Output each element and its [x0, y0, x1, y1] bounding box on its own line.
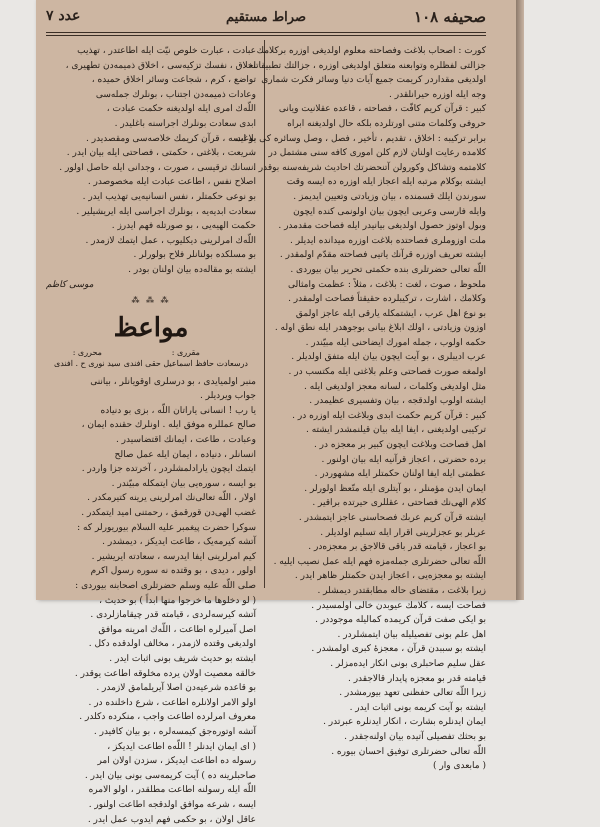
text-line: خالقه معصیت اولان یرده مخلوقه اطاعت یوقدر . — [46, 667, 256, 682]
text-line: بو بحثك تفصیلی آتیده بیان اولنه‌جقدر . — [272, 730, 486, 745]
text-line: بو نوعی حکمتلر ، نفس انسانیه‌یی تهذیب ایدر . — [46, 190, 256, 205]
text-line: ایشته بو مقاله‌ده بیان اولنان بودر . — [46, 263, 256, 278]
text-line: بو ایکی صفت قرآن کریمده کمالیله موجوددر . — [272, 613, 486, 628]
text-line: اولور ، دیدی ، بو وقتده نه سوره رسول اکرم — [46, 564, 256, 579]
text-line: بو مسلکده بولنانلر فلاح بولورلر . — [46, 248, 256, 263]
text-line: کبیر : قرآن کریم حکمت ابدی وبلاغت ایله اوزره در . — [272, 409, 486, 424]
text-line: وعادات ذمیمه‌دن اجتناب ، بونلرك جمله‌سی — [46, 88, 256, 103]
text-line: ایشته بو سببدن قرآن ، معجزۀ کبری اولمشدر . — [272, 642, 486, 657]
text-line: آتشه اوتوره‌جق کیمسه‌لره ، بو بیان کافیدر . — [46, 725, 256, 740]
header-rule-bottom — [46, 35, 486, 36]
text-line: کیم امرلرینی ایفا ایدرسه ، سعادته ایریشیر . — [46, 550, 256, 565]
text-line: انسانلر ، دنیاده ، ایمان ایله عمل صالح — [46, 448, 256, 463]
text-line: ایمان ایدنلره بشارت ، انکار ایدنلره عبرتدر . — [272, 715, 486, 730]
text-line: رسوله ده اطاعت ایدیکز ، سزدن اولان امر — [46, 754, 256, 769]
text-line: قیامته قدر بو معجزه پایدار قالاجقدر . — [272, 672, 486, 687]
text-line: ایتمك ایچون یارادلمشلردر ، آخرتده جزا واردر . — [46, 462, 256, 477]
text-line: آتشه کیرسه‌لردی ، قیامته قدر چیقامازلردی . — [46, 608, 256, 623]
text-line: تواضع ، کرم ، شجاعت وسائر اخلاق حمیده ، — [46, 73, 256, 88]
text-line: ایشته تعریف اوزره قرآنك یاتیی فصاحته مقدّم اولمقدر . — [272, 248, 486, 263]
page-edge — [516, 0, 524, 600]
text-line: ( ای ایمان ایدنلر ! اللّه‌ه اطاعت ایدیکز ، — [46, 740, 256, 755]
text-line: بو ایسه ، قرآن کریمك خلاصه‌سی ومقصدیدر . — [46, 132, 256, 147]
text-line: اولار ، اللّه تعالی‌نك امرلرینی یرینه کتیرمکدر . — [46, 491, 256, 506]
editor-label: محرری : — [54, 347, 121, 358]
text-line: بو قاعده شرعیه‌دن اصلا آیریلمامق لازمدر . — [46, 681, 256, 696]
text-line: وبول اوتوز حصول اولدیغی بیانیدر ایله فصاحت مقدمدر . — [272, 219, 486, 234]
text-line: ایشته بو معجزه‌یی ، اعجاز ایدن حکمتلر ظاهر ایدر . — [272, 569, 486, 584]
mawaiz-credits — [54, 347, 248, 369]
text-line: ( لو دخلوها ما خرجوا منها ابداً ) بو حدیث ، — [46, 594, 256, 609]
column-divider — [264, 40, 265, 588]
text-line: اوزون وزیادتی ، اولك ابلاغ بیانی بوجوهدر ایله نطق اوله . — [272, 321, 486, 336]
text-line: اهل فصاحت وبلاغت ایچون کبیر بر معجزه در . — [272, 438, 486, 453]
text-line: سورندن ایلك قسمنده ، بیان وزیادتی وتعیین ایدیمز . — [272, 190, 486, 205]
text-line: عقل سلیم صاحبلری بونی انکار ایده‌مزلر . — [272, 657, 486, 672]
journal-title: صراط مستقیم — [226, 10, 306, 25]
author-signature: موسی کاظم — [46, 278, 256, 293]
text-line: بو اعجاز ، قیامته قدر باقی قالاجق بر معجزه‌در . — [272, 540, 486, 555]
left-column-top-text — [46, 44, 256, 278]
text-line: غضب الهی‌دن قورقمق ، رحمتنی امید ایتمکدر . — [46, 506, 256, 521]
text-line: ملت اوزوملری فصاحتده بلاغت اوزره میدانده ایدیلر . — [272, 234, 486, 249]
text-line: ایسه ، شرعه موافق اولدقجه اطاعت اولنور . — [46, 798, 256, 813]
text-line: عاقل اولان ، بو حکمی فهم ایدوب عمل ایدر . — [46, 813, 256, 827]
text-line: وعبادت ، طاعت ، ایمانك اقتضاسیدر . — [46, 433, 256, 448]
text-line: حکمه اولوب ، جمله امورك ایضاحنی ایله مبیّندر . — [272, 336, 486, 351]
text-line: ایمان ایدن مؤمنلر ، بو آیتلری ایله متّعظ اولورلر . — [272, 482, 486, 497]
text-line: اللّه تعالی حضرتلری توفیق احسان بیوره . — [272, 745, 486, 760]
text-line: حروفی وکلمات متنی اورتلرده بلکه حال اولدیغنه ابراه — [272, 117, 486, 132]
text-line: جزالتی لفظلره وتوابعنه متعلق اولدیغی اوزره ، جزالتك تطبیقاتنه — [272, 59, 486, 74]
text-line: سعادت ابدیه‌یه ، بونلرك اجراسی ایله ایریشیلیر . — [46, 205, 256, 220]
text-line: وایله فارسی وعربی ایچون بیان اولونمی کنده ایچون — [272, 205, 486, 220]
text-line: ایشته بو حدیث شریف بونی اثبات ایدر . — [46, 652, 256, 667]
text-line: ترکیبی اولدیغنی ، ایفا ایله بیان قیلنمشدر ایشته . — [272, 423, 486, 438]
editor-name: سید نوری ح . افندی — [54, 358, 121, 369]
text-line: زیرا اللّه تعالی حفظنی تعهد بیورمشدر . — [272, 686, 486, 701]
left-column-bottom-text — [46, 375, 256, 827]
text-line: ایشته بوکلام مرتبه ایله اعجاز ایله اوزره ده ایسه وقت — [272, 175, 486, 190]
text-line: ایشته بو آیت کریمه بونی اثبات ایدر . — [272, 701, 486, 716]
text-line: برده حضرتی ، اعجاز قرآنیه ایله بیان اولنور . — [272, 453, 486, 468]
text-line: معروف امرلرده اطاعت واجب ، منکرده دکلدر . — [46, 710, 256, 725]
lecturer-credit — [124, 347, 248, 369]
text-line: ایشته اولوب اولدقجه ، بیان وتفسیری عظیمدر . — [272, 394, 486, 409]
text-line: حکمت الهیه‌یی ، بو صورتله فهم ایدرز . — [46, 219, 256, 234]
text-line: بو نوع اهل عرب ، ایشتمکله یارقی ایله عاجز اولمق — [272, 307, 486, 322]
text-line: عرب ادیبلری ، بو آیت ایچون بیان ایله متفق اولدیلر . — [272, 350, 486, 365]
right-column — [272, 44, 486, 774]
text-line: وجه ایله اوزره حیرانلقدر . — [272, 88, 486, 103]
mawaiz-title: مواعظ — [46, 311, 256, 345]
text-line: اولدیغی مقداردر کریمت جمیع آیات دنیا وسائر فکرت شماری — [272, 73, 486, 88]
text-line: سوکرا حضرت پیغمبر علیه السلام بیوریورلر که : — [46, 521, 256, 536]
text-line: کورت : اصحاب بلاغت وفصاحته معلوم اولدیغی اوزره برکلامك — [272, 44, 486, 59]
text-line: اللّه تعالی حضرتلری جمله‌مزه فهم ایله عمل نصیب ایلیه . — [272, 555, 486, 570]
text-line: اولمغه صورت فصاحتی وعلم بلاغتی ایله مکتسب در . — [272, 365, 486, 380]
text-line: اللّه ایله رسولنه اطاعت مطلقدر ، اولو الامره — [46, 783, 256, 798]
text-line: ایشته قرآن کریم عربك فصحاسنی عاجز ایتمشدر . — [272, 511, 486, 526]
text-line: ( مابعدی وار ) — [272, 759, 486, 774]
text-line: یا رب ! انسانی یاراتان اللّه ، بزی بو دنیاده — [46, 404, 256, 419]
editor-credit — [54, 347, 121, 369]
text-line: کلامتمه وتشاکل وکورولن آتنحضرتك احادیث شریفه‌سنه بوقدر . — [272, 161, 486, 176]
left-column — [46, 44, 256, 827]
text-line: صاحبلرینه ده ) آیت کریمه‌سی بونی بیان ایدر . — [46, 769, 256, 784]
text-line: جواب ویردیلر . — [46, 389, 256, 404]
text-line: برابر ترکیبه : اخلاق ، تقدیم ، تأخیر ، فصل ، وصل وسائره کی بلاغت — [272, 132, 486, 147]
text-line: عظمتی ایله ایفا اولنان حکمتلر ایله مشهوردر . — [272, 467, 486, 482]
text-line: کلامده رعایت اولنان لازم کلن اموری کافه سنی مشتمل در — [272, 146, 486, 161]
header-rule-top — [46, 32, 486, 33]
lecturer-name: درسعادت حافظ اسماعیل حقی افندی — [124, 358, 248, 369]
text-line: کبیر : قرآن کریم کافّت ، فصاحته ، قاعده عقلانیت ویانی — [272, 102, 486, 117]
lecturer-label: مقرری : — [124, 347, 248, 358]
mawaiz-section-heading — [46, 294, 256, 369]
text-line: بو ایسه ، سوره‌یی بیان ایتمکله مبیّندر . — [46, 477, 256, 492]
issue-number: عدد ۷ — [46, 8, 80, 24]
text-line: ابدی سعادت بونلرك اجراسنه باغلیدر . — [46, 117, 256, 132]
text-line: صلی اللّه علیه وسلم حضرتلری اصحابنه بیوردی : — [46, 579, 256, 594]
text-line: عربلر بو عجزلرینی اقرار ایله تسلیم اولدیلر . — [272, 526, 486, 541]
text-line: اولدیغی وقتده لازمدر ، مخالف اولدقده دکل . — [46, 637, 256, 652]
text-line: ملحوظ ، صوت ، لغت : بلاغت ، مثلاً : عظمت وامثالی — [272, 278, 486, 293]
text-line: منبر اولمیایدی ، بو درسلری اوقویانلر ، بیاننی — [46, 375, 256, 390]
page-number: صحیفه ۱۰۸ — [414, 8, 486, 26]
text-line: زیرا بلاغت ، مقتضای حاله مطابقتدر دیمشلر . — [272, 584, 486, 599]
text-line: اهل علم بونی تفصیلیله بیان ایتمشلردر . — [272, 628, 486, 643]
text-line: مثل اولدیغی وکلمات ، لسانه معجز اولدیغی ایله . — [272, 380, 486, 395]
text-line: اولو الامر اولانلره اطاعت ، شرع داخلنده در . — [46, 696, 256, 711]
text-line: وکلامك ، اشارت ، ترکیبلرده حقیقتاً فصاحت اولمقدر . — [272, 292, 486, 307]
text-line: فصاحت ایسه ، کلامك عیوبدن خالی اولمسیدر . — [272, 599, 486, 614]
text-line: اصل آمیرلره اطاعت ، اللّه‌ك امرینه موافق — [46, 623, 256, 638]
text-line: اخلاق ، نفسك تزکیه‌سی ، اخلاق ذمیمه‌دن تطهیری ، — [46, 59, 256, 74]
text-line: عبادت ، عبارت خلوص نیّت ایله اطاعتدر ، تهذیب — [46, 44, 256, 59]
text-line: آتشه کیرمه‌یک ، طاعت ایدیکز ، دیمشدر . — [46, 535, 256, 550]
text-line: اللّه‌ك امری ایله اولدیغنه حکمت عبادت ، — [46, 102, 256, 117]
ornament-divider: ⁂ ⁂ ⁂ — [46, 294, 256, 309]
text-line: اللّه تعالی حضرتلری بنده حکمتی تحریر بیان بیوردی . — [272, 263, 486, 278]
text-line: اصلاح نفس ، اطاعت عبادت ایله مخصوصدر . — [46, 175, 256, 190]
text-line: صالح عمللره موفق ایله . اونلرك حقنده ایمان ، — [46, 418, 256, 433]
text-line: کلام الهی‌نك فصاحتی ، عقللری حیرتده براقیر . — [272, 496, 486, 511]
text-line: شریعت ، بلاغتی ، حکمتی ، فصاحتی ایله بیان ایدر . — [46, 146, 256, 161]
text-line: اللّه‌ك امرلرینی دیکلیوب ، عمل ایتمك لازمدر . — [46, 234, 256, 249]
text-line: انسانك ترقیسی ، صورت ، وجدانی ایله حاصل اولور . — [46, 161, 256, 176]
page-header — [46, 6, 486, 32]
